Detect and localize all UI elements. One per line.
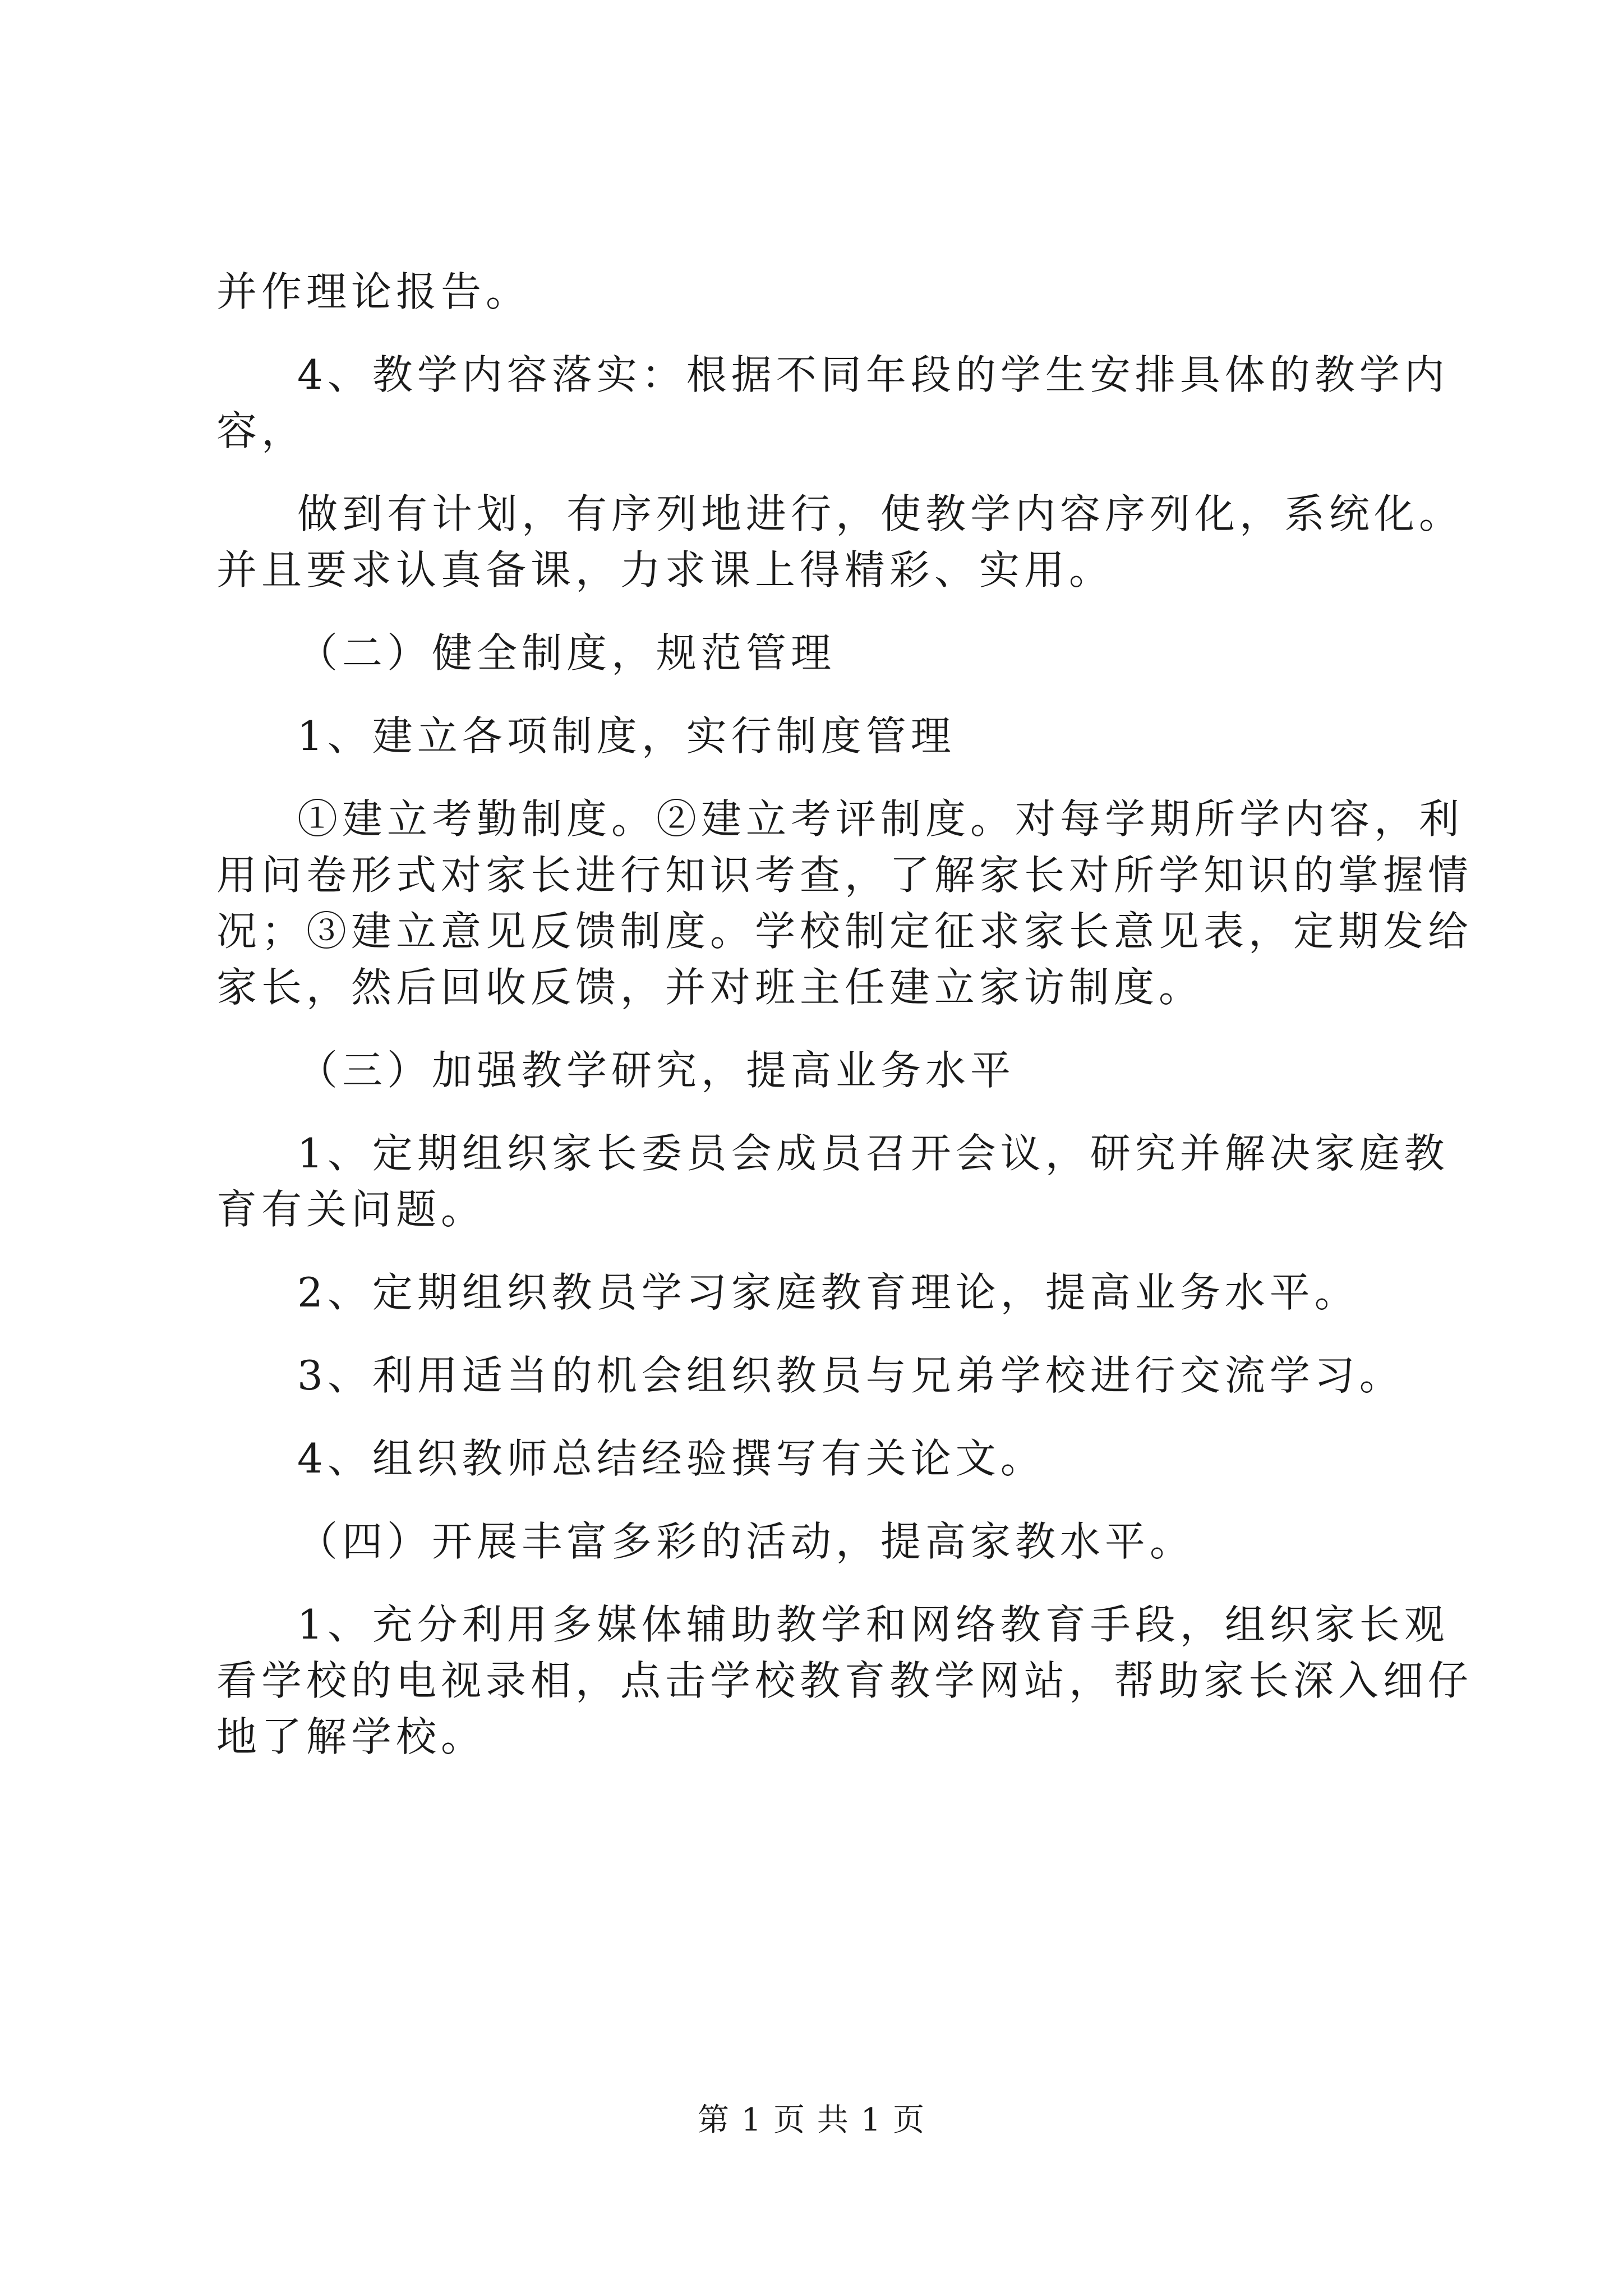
document-body: [216, 264, 1473, 1765]
paragraph-line: 3、利用适当的机会组织教员与兄弟学校进行交流学习。: [297, 1352, 1404, 1399]
paragraph-line: 1、定期组织家长委员会成员召开会议，研究并解决家庭教: [297, 1130, 1449, 1177]
paragraph-line: 4、教学内容落实：根据不同年段的学生安排具体的教学内: [297, 351, 1449, 398]
paragraph-line: 并作理论报告。: [216, 268, 531, 315]
paragraph-line: ①建立考勤制度。②建立考评制度。对每学期所学内容，利: [297, 795, 1464, 843]
paragraph-line: 并且要求认真备课，力求课上得精彩、实用。: [216, 546, 1114, 593]
paragraph-line: 家长，然后回收反馈，并对班主任建立家访制度。: [216, 964, 1204, 1011]
paragraph-line: 2、定期组织教员学习家庭教育理论，提高业务水平。: [297, 1269, 1359, 1316]
paragraph-line: 况；③建立意见反馈制度。学校制定征求家长意见表，定期发给: [216, 908, 1473, 955]
page-footer: [0, 2098, 1623, 2143]
paragraph-line: 做到有计划，有序列地进行，使教学内容序列化，系统化。: [297, 490, 1464, 537]
paragraph-line: 用问卷形式对家长进行知识考查，了解家长对所学知识的掌握情: [216, 852, 1473, 899]
section-heading: （二）健全制度，规范管理: [297, 629, 836, 677]
paragraph-line: 1、建立各项制度，实行制度管理: [297, 712, 956, 760]
paragraph-line: 4、组织教师总结经验撰写有关论文。: [297, 1435, 1045, 1482]
section-heading: （四）开展丰富多彩的活动，提高家教水平。: [297, 1518, 1195, 1565]
paragraph-line: 1、充分利用多媒体辅助教学和网络教育手段，组织家长观: [297, 1601, 1449, 1648]
paragraph-line: 看学校的电视录相，点击学校教育教学网站，帮助家长深入细仔: [216, 1657, 1473, 1704]
paragraph-line: 地了解学校。: [216, 1713, 486, 1760]
paragraph-line: 容，: [216, 407, 307, 454]
paragraph-line: 育有关问题。: [216, 1186, 486, 1233]
page-number: 第 1 页 共 1 页: [697, 2102, 926, 2138]
section-heading: （三）加强教学研究，提高业务水平: [297, 1047, 1016, 1094]
